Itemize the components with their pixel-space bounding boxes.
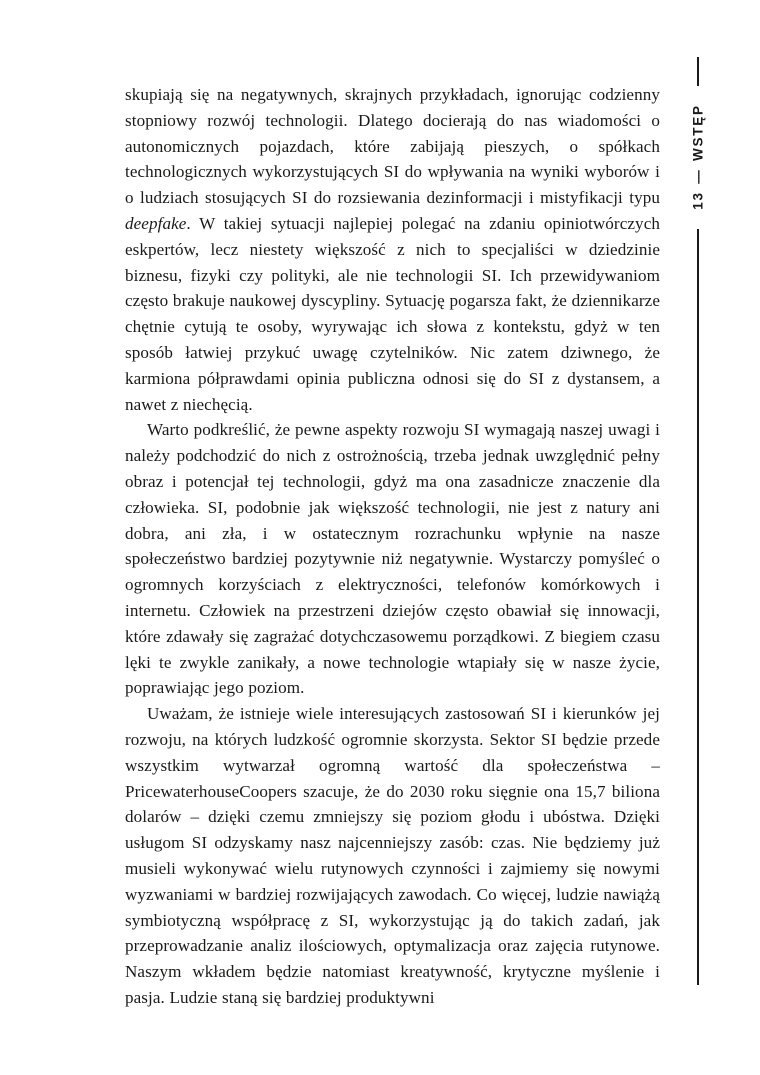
- running-head-marker: [690, 57, 706, 985]
- body-text-column: [125, 82, 660, 1011]
- body-paragraph-3: Uważam, że istnieje wiele interesujących zastosowań SI i kierunków jej rozwoju, na których ludzkość ogromnie skorzysta. Sektor SI będzie przede wszystkim wytwarzał ogromną wartość dla społeczeństwa – PricewaterhouseCoopers szacuje, że do 2030 roku sięgnie ona 15,7 biliona dolarów – dzięki czemu zmniejszy się poziom głodu i ubóstwa. Dzięki usługom SI odzyskamy nasz najcenniejszy zasób: czas. Nie będziemy już musieli wykonywać wielu rutynowych czynności i zajmiemy się nowymi wyzwaniami w bardziej rozwijających zawodach. Co więcej, ludzie nawiążą symbiotyczną współpracę z SI, wykorzystując ją do takich zadań, jak przeprowadzanie analiz ilościowych, optymalizacja oraz zajęcia rutynowe. Naszym wkładem będzie natomiast kreatywność, krytyczne myślenie i pasja. Ludzie staną się bardziej produktywni: [125, 704, 660, 1007]
- body-paragraph-2: Warto podkreślić, że pewne aspekty rozwoju SI wymagają naszej uwagi i należy podchodzić do nich z ostrożnością, trzeba jednak uwzględnić pełny obraz i potencjał tej technologii, gdyż ma ona zasadnicze znaczenie dla człowieka. SI, podobnie jak większość technologii, nie jest z natury ani dobra, ani zła, i w ostatecznym rozrachunku wpłynie na nasze społeczeństwo bardziej pozytywnie niż negatywnie. Wystarczy pomyśleć o ogromnych korzyściach z elektryczności, telefonów komórkowych i internetu. Człowiek na przestrzeni dziejów często obawiał się innowacji, które zdawały się zagrażać dotychczasowemu porządkowi. Z biegiem czasu lęki te zwykle zanikały, a nowe technologie wtapiały się w nasze życie, poprawiając jego poziom.: [125, 420, 660, 698]
- running-head-separator: —: [690, 168, 706, 184]
- margin-rule-top: [697, 57, 699, 86]
- body-paragraph-1: skupiają się na negatywnych, skrajnych przykładach, ignorując codzienny stopniowy rozwój technologii. Dlatego docierają do nas wiadomości o autonomicznych pojazdach, które zabijają pieszych, o spółkach technologicznych wykorzystujących SI do wpływania na wyniki wyborów i o ludziach stosujących SI do rozsiewania dezinformacji i mistyfikacji typu deepfake. W takiej sytuacji najlepiej polegać na zdaniu opiniotwórczych eskpertów, lecz niestety większość z nich to specjaliści w dziedzinie biznesu, fizyki czy polityki, ale nie technologii SI. Ich przewidywaniom często brakuje naukowej dyscypliny. Sytuację pogarsza fakt, że dziennikarze chętnie cytują te osoby, wyrywając ich słowa z kontekstu, gdyż w ten sposób łatwiej przykuć uwagę czytelników. Nic zatem dziwnego, że karmiona półprawdami opinia publiczna odnosi się do SI z dystansem, a nawet z niechęcią.: [125, 85, 660, 414]
- running-head-label: [691, 104, 705, 210]
- section-title: WSTĘP: [690, 104, 706, 161]
- margin-rule-bottom: [697, 229, 699, 985]
- page-number: 13: [690, 191, 706, 210]
